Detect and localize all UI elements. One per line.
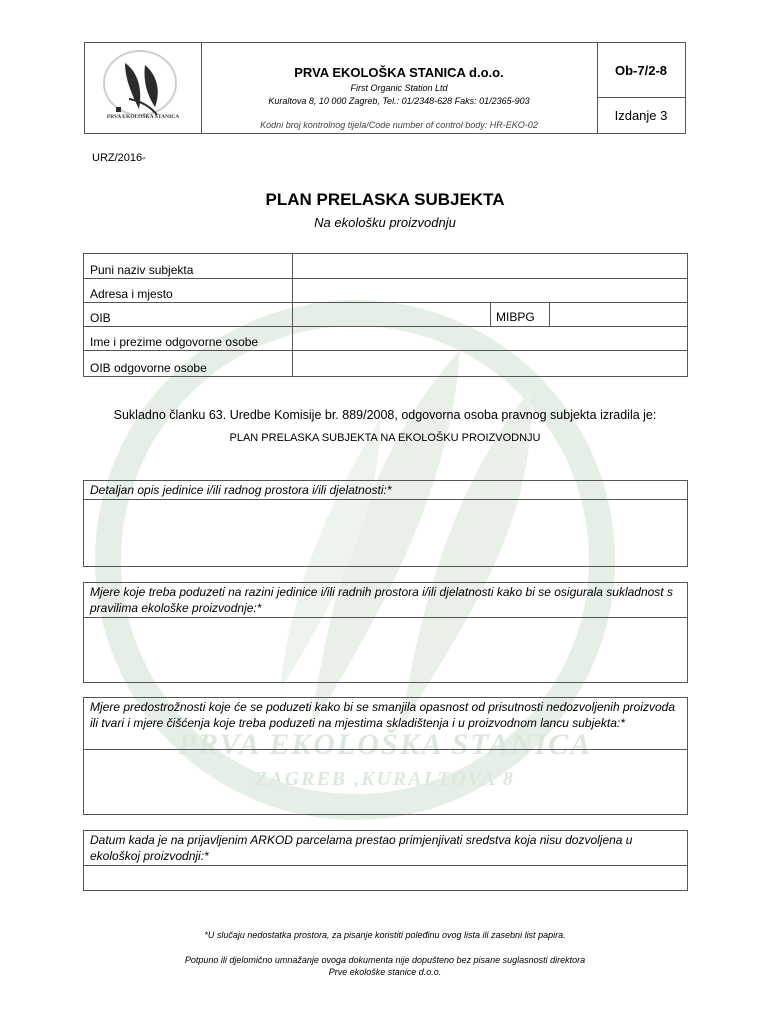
question-1-label: Detaljan opis jedinice i/ili radnog prostora i/ili djelatnosti:* bbox=[84, 481, 687, 500]
label-address: Adresa i mjesto bbox=[90, 287, 173, 301]
row-responsible-oib bbox=[84, 351, 687, 376]
question-3-answer[interactable] bbox=[84, 750, 687, 814]
label-full-name: Puni naziv subjekta bbox=[90, 263, 194, 277]
copyright-line-1: Potpuno ili djelomično umnažanje ovoga dokumenta nije dopušteno bez pisane suglasnosti direktora bbox=[184, 955, 586, 965]
oib-field[interactable] bbox=[293, 302, 490, 326]
question-box-4 bbox=[83, 830, 688, 891]
control-body-code: Kodni broj kontrolnog tijela/Code number of control body: HR-EKO-02 bbox=[260, 120, 538, 130]
logo-caption: PRVA EKOLOŠKA STANICA bbox=[106, 114, 180, 120]
row-full-name bbox=[84, 254, 687, 279]
company-name: PRVA EKOLOŠKA STANICA d.o.o. bbox=[294, 65, 504, 80]
watermark-line1: PRVA EKOLOŠKA STANICA bbox=[177, 728, 593, 761]
legal-paragraph: Sukladno članku 63. Uredbe Komisije br. 889/2008, odgovorna osoba pravnog subjekta izradila je: bbox=[113, 408, 657, 422]
question-1-answer[interactable] bbox=[84, 500, 687, 566]
question-box-3 bbox=[83, 697, 688, 815]
question-2-label: Mjere koje treba poduzeti na razini jedinice i/ili radnih prostora i/ili djelatnosti kako bi se osigurala sukladnost s pravilima ekološke proizvodnje:* bbox=[84, 583, 687, 618]
urz-number: URZ/2016- bbox=[92, 152, 146, 164]
row-responsible-name bbox=[84, 326, 687, 351]
space-note: *U slučaju nedostatka prostora, za pisanje koristiti poleđinu ovog lista ili zasebni list papira. bbox=[204, 930, 566, 940]
mibpg-field[interactable] bbox=[549, 302, 687, 326]
page-subtitle: Na ekološku proizvodnju bbox=[314, 215, 456, 230]
logo-cell bbox=[85, 43, 202, 133]
responsible-name-field[interactable] bbox=[293, 326, 687, 350]
responsible-oib-field[interactable] bbox=[293, 351, 687, 376]
question-box-2 bbox=[83, 582, 688, 683]
doc-code-cell bbox=[597, 43, 685, 133]
question-4-label: Datum kada je na prijavljenim ARKOD parcelama prestao primjenjivati sredstva koja nisu dozvoljena u ekološkoj proizvodnji:* bbox=[84, 831, 687, 866]
page-title: PLAN PRELASKA SUBJEKTA bbox=[265, 190, 505, 209]
company-name-en: First Organic Station Ltd bbox=[350, 83, 448, 93]
doc-code: Ob-7/2-8 bbox=[597, 43, 685, 98]
question-4-answer[interactable] bbox=[84, 866, 687, 890]
subject-table bbox=[83, 253, 688, 377]
watermark-line2: ZAGREB ,KURALTOVA 8 bbox=[255, 768, 515, 790]
label-responsible-oib: OIB odgovorne osobe bbox=[90, 361, 207, 375]
document-header bbox=[84, 42, 686, 134]
row-oib bbox=[84, 302, 687, 327]
question-box-1 bbox=[83, 480, 688, 567]
label-oib: OIB bbox=[90, 311, 111, 325]
full-name-field[interactable] bbox=[293, 254, 687, 278]
question-2-answer[interactable] bbox=[84, 618, 687, 682]
label-responsible-name: Ime i prezime odgovorne osobe bbox=[90, 335, 259, 349]
row-address bbox=[84, 278, 687, 303]
company-info-cell bbox=[201, 43, 598, 133]
address-field[interactable] bbox=[293, 278, 687, 302]
copyright-line-2: Prve ekološke stanice d.o.o. bbox=[328, 967, 442, 977]
plan-heading: PLAN PRELASKA SUBJEKTA NA EKOLOŠKU PROIZVODNJU bbox=[229, 432, 541, 444]
question-3-label: Mjere predostrožnosti koje će se poduzeti kako bi se smanjila opasnost od prisutnosti nedozvoljenih proizvoda ili tvari i mjere čišćenja koje treba poduzeti na mjestima skladištenja i u proizvodnom lancu subjekta:* bbox=[84, 698, 687, 750]
label-mibpg: MIBPG bbox=[496, 310, 535, 324]
edition: Izdanje 3 bbox=[614, 108, 668, 123]
company-address: Kuraltova 8, 10 000 Zagreb, Tel.: 01/2348-628 Faks: 01/2365-903 bbox=[268, 96, 530, 106]
